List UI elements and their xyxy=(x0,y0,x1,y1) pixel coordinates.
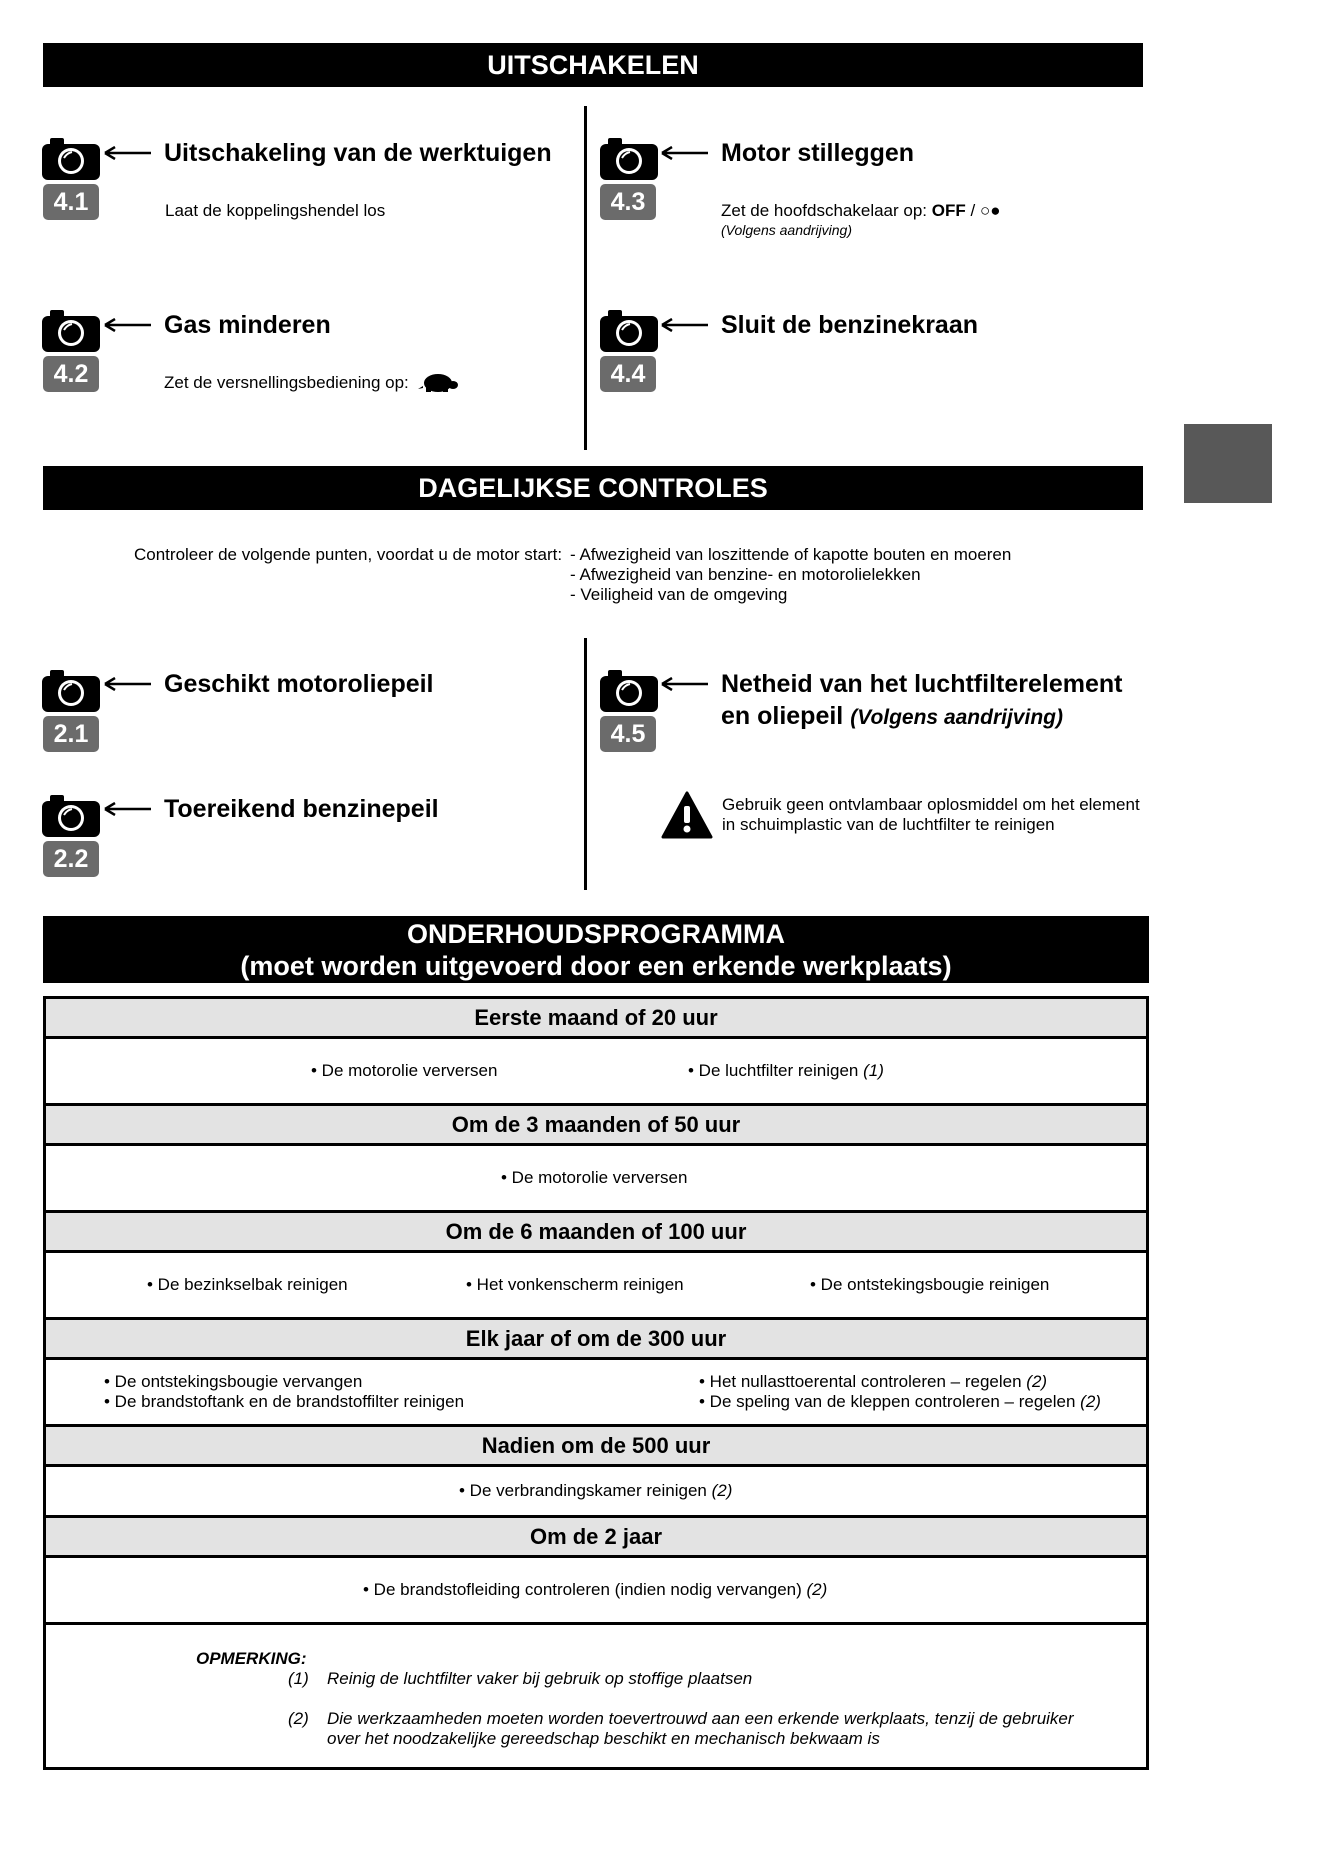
step-title: Sluit de benzinekraan xyxy=(721,311,979,339)
schedule-row xyxy=(43,1467,1149,1517)
arrow-left-icon xyxy=(103,677,153,691)
remark-text: Reinig de luchtfilter vaker bij gebruik op stoffige plaatsen xyxy=(327,1669,753,1688)
step-title: Toereikend benzinepeil xyxy=(164,795,439,823)
step-badge: 4.4 xyxy=(600,356,656,392)
switch-symbol: / ○● xyxy=(970,201,1001,220)
schedule-heading: Om de 6 maanden of 100 uur xyxy=(43,1210,1149,1253)
schedule-item: • De ontstekingsbougie vervangen xyxy=(104,1372,363,1391)
section-title-dagelijkse: DAGELIJKSE CONTROLES xyxy=(43,466,1143,510)
arrow-left-icon xyxy=(103,802,153,816)
step-badge: 2.1 xyxy=(43,716,99,752)
remarks-label: OPMERKING: xyxy=(196,1649,307,1668)
arrow-left-icon xyxy=(660,146,710,160)
daily-check-item: - Afwezigheid van loszittende of kapotte bouten en moeren xyxy=(570,545,1012,564)
section-title-line: ONDERHOUDSPROGRAMMA xyxy=(407,919,785,949)
schedule-item: • De verbrandingskamer reinigen (2) xyxy=(459,1481,733,1500)
step-note: (Volgens aandrijving) xyxy=(721,222,852,238)
step-title: Uitschakeling van de werktuigen xyxy=(164,139,552,167)
camera-icon xyxy=(42,308,100,352)
schedule-item: • De brandstofleiding controleren (indien nodig vervangen) (2) xyxy=(363,1580,828,1599)
schedule-heading: Eerste maand of 20 uur xyxy=(43,996,1149,1039)
camera-icon xyxy=(600,308,658,352)
daily-check-item: - Afwezigheid van benzine- en motorolielekken xyxy=(570,565,921,584)
remark-number: (1) xyxy=(288,1669,309,1688)
camera-icon xyxy=(600,668,658,712)
daily-check-intro: Controleer de volgende punten, voordat u de motor start: xyxy=(134,545,563,564)
side-tab xyxy=(1184,424,1272,503)
step-title-text: en oliepeil xyxy=(721,702,844,730)
schedule-row xyxy=(43,1253,1149,1319)
turtle-icon xyxy=(417,372,459,394)
section-title-onderhoud xyxy=(43,916,1149,983)
step-title: Geschikt motoroliepeil xyxy=(164,670,434,698)
camera-icon xyxy=(600,136,658,180)
step-title: Gas minderen xyxy=(164,311,331,339)
arrow-left-icon xyxy=(660,318,710,332)
arrow-left-icon xyxy=(660,677,710,691)
step-badge: 2.2 xyxy=(43,841,99,877)
schedule-heading: Om de 2 jaar xyxy=(43,1515,1149,1558)
remark-text: Die werkzaamheden moeten worden toevertrouwd aan een erkende werkplaats, tenzij de gebruiker xyxy=(327,1709,1074,1728)
schedule-item: • Het vonkenscherm reinigen xyxy=(466,1275,684,1294)
warning-text: Gebruik geen ontvlambaar oplosmiddel om het element xyxy=(722,795,1140,814)
schedule-item: • De motorolie verversen xyxy=(311,1061,498,1080)
schedule-item: • Het nullasttoerental controleren – regelen (2) xyxy=(699,1372,1048,1391)
step-title-note: (Volgens aandrijving) xyxy=(850,706,1063,729)
schedule-row xyxy=(43,1039,1149,1105)
schedule-item: • De motorolie verversen xyxy=(501,1168,688,1187)
camera-icon xyxy=(42,668,100,712)
step-badge: 4.3 xyxy=(600,184,656,220)
remarks-box xyxy=(43,1622,1149,1770)
column-divider xyxy=(584,106,587,450)
daily-check-item: - Veiligheid van de omgeving xyxy=(570,585,788,604)
step-text xyxy=(721,201,1000,221)
section-subtitle: (moet worden uitgevoerd door een erkende werkplaats) xyxy=(240,951,952,981)
schedule-item: • De brandstoftank en de brandstoffilter reinigen xyxy=(104,1392,465,1411)
warning-text: in schuimplastic van de luchtfilter te reinigen xyxy=(722,815,1055,834)
schedule-heading: Elk jaar of om de 300 uur xyxy=(43,1317,1149,1360)
schedule-row xyxy=(43,1360,1149,1426)
camera-icon xyxy=(42,793,100,837)
section-title-uitschakelen: UITSCHAKELEN xyxy=(43,43,1143,87)
column-divider xyxy=(584,638,587,890)
step-badge: 4.2 xyxy=(43,356,99,392)
step-title: Motor stilleggen xyxy=(721,139,915,167)
warning-icon xyxy=(661,791,713,839)
step-title: Netheid van het luchtfilterelement xyxy=(721,670,1123,698)
step-title-line2 xyxy=(721,702,1063,731)
schedule-item: • De luchtfilter reinigen (1) xyxy=(688,1061,884,1080)
schedule-item: • De speling van de kleppen controleren – regelen (2) xyxy=(699,1392,1101,1411)
remark-number: (2) xyxy=(288,1709,309,1728)
schedule-row xyxy=(43,1146,1149,1212)
schedule-item: • De ontstekingsbougie reinigen xyxy=(810,1275,1050,1294)
arrow-left-icon xyxy=(103,318,153,332)
step-text: Laat de koppelingshendel los xyxy=(165,201,386,220)
step-badge: 4.5 xyxy=(600,716,656,752)
remark-text: over het noodzakelijke gereedschap beschikt en mechanisch bekwaam is xyxy=(327,1729,880,1748)
schedule-row xyxy=(43,1558,1149,1624)
step-text-prefix: Zet de hoofdschakelaar op: xyxy=(721,201,928,220)
schedule-item: • De bezinkselbak reinigen xyxy=(147,1275,348,1294)
camera-icon xyxy=(42,136,100,180)
step-text: Zet de versnellingsbediening op: xyxy=(164,373,409,392)
schedule-heading: Nadien om de 500 uur xyxy=(43,1424,1149,1467)
arrow-left-icon xyxy=(103,146,153,160)
off-label: OFF xyxy=(931,201,966,220)
schedule-heading: Om de 3 maanden of 50 uur xyxy=(43,1103,1149,1146)
step-badge: 4.1 xyxy=(43,184,99,220)
